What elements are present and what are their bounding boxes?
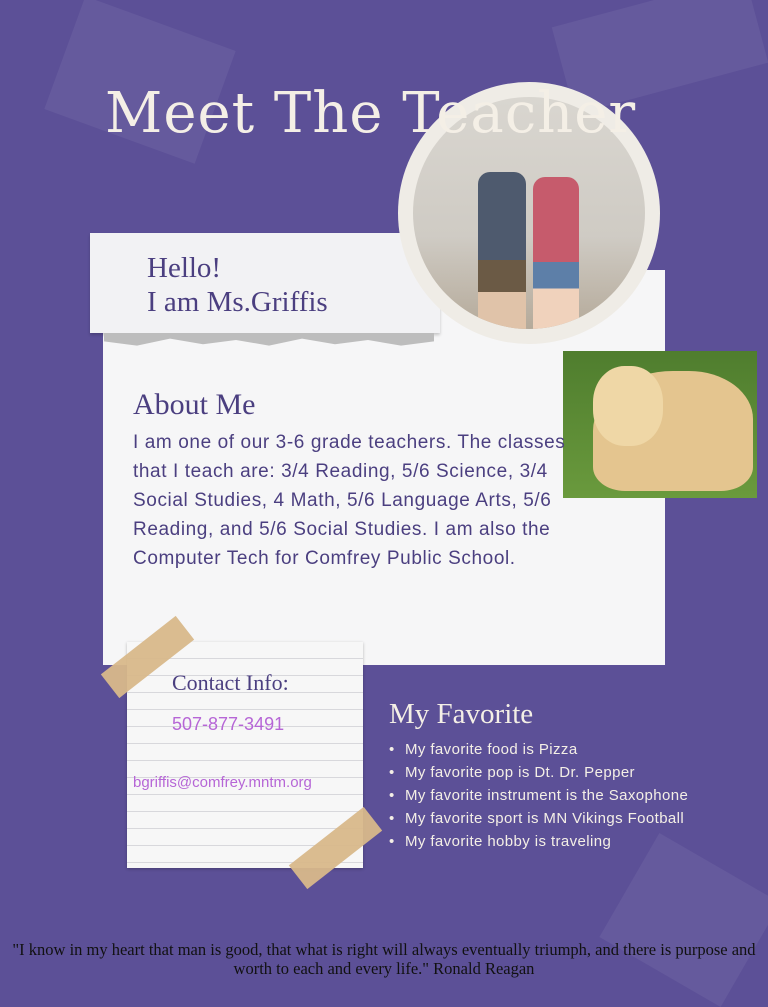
dog-photo xyxy=(563,351,757,498)
contact-heading: Contact Info: xyxy=(172,670,289,695)
favorites-list xyxy=(389,738,689,853)
quote: "I know in my heart that man is good, that what is right will always eventually triumph, and there is purpose and worth to each and every life." Ronald Reagan xyxy=(12,940,756,978)
list-item: • My favorite instrument is the Saxophone xyxy=(389,784,689,807)
greeting-card xyxy=(90,233,440,333)
about-heading: About Me xyxy=(133,388,256,421)
email-address[interactable]: bgriffis@comfrey.mntm.org xyxy=(133,774,312,791)
list-item: • My favorite hobby is traveling xyxy=(389,830,689,853)
page-title: Meet The Teacher xyxy=(105,81,637,146)
greeting-line2: I am Ms.Griffis xyxy=(147,286,328,318)
about-text: I am one of our 3-6 grade teachers. The classes that I teach are: 3/4 Reading, 5/6 Science, 3/4 Social Studies, 4 Math, 5/6 Language Arts, 5/6 Reading, and 5/6 Social Studies. I am also the Computer Tech for Comfrey Public School. xyxy=(133,432,566,569)
list-item: • My favorite sport is MN Vikings Football xyxy=(389,807,689,830)
list-item: • My favorite food is Pizza xyxy=(389,738,689,761)
greeting-line1: Hello! xyxy=(147,252,222,284)
background-shape xyxy=(599,833,768,1007)
list-item: • My favorite pop is Dt. Dr. Pepper xyxy=(389,761,689,784)
favorites-heading: My Favorite xyxy=(389,698,534,730)
phone-number[interactable]: 507-877-3491 xyxy=(172,714,285,734)
